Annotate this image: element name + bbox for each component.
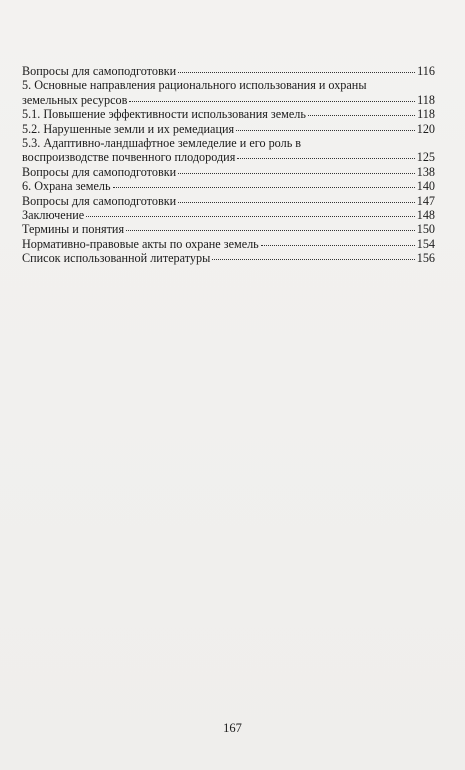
toc-leader-dots xyxy=(212,249,414,260)
toc-page-number: 116 xyxy=(417,64,435,78)
toc-entry-title: Вопросы для самоподготовки xyxy=(22,64,177,78)
page-number: 167 xyxy=(223,721,242,735)
toc-page-number: 138 xyxy=(416,164,435,179)
toc-entry-title: Нормативно-правовые акты по охране земель xyxy=(22,236,259,251)
toc-entry-title: Список использованной литературы xyxy=(22,251,211,266)
toc-page-number: 120 xyxy=(416,121,435,136)
toc-entry xyxy=(22,251,435,265)
toc-entry-title: Вопросы для самоподготовки xyxy=(22,193,177,208)
toc-entry-title: Вопросы для самоподготовки xyxy=(22,164,177,179)
toc-entry xyxy=(22,136,435,165)
toc-entry-title: 5. Основные направления рационального использования и охраны xyxy=(22,78,367,93)
toc-entry-title: Термины и понятия xyxy=(22,222,125,237)
toc-page-number: 125 xyxy=(416,150,435,165)
toc-page-number: 148 xyxy=(416,208,435,223)
toc-entry-title: 5.1. Повышение эффективности использования земель xyxy=(22,107,306,122)
toc-leader-dots xyxy=(261,235,415,246)
toc-entry xyxy=(22,122,435,136)
toc-page-number: 140 xyxy=(416,179,435,194)
toc-entry-title: земельных ресурсов xyxy=(22,92,128,107)
toc-leader-dots xyxy=(113,177,415,188)
toc-entry-title: Заключение xyxy=(22,208,85,223)
toc-entry-title: 5.3. Адаптивно-ландшафтное земледелие и его роль в xyxy=(22,136,302,151)
toc-entry xyxy=(22,64,435,78)
table-of-contents xyxy=(22,64,435,266)
toc-leader-dots xyxy=(86,206,415,217)
toc-leader-dots xyxy=(129,91,415,102)
toc-leader-dots xyxy=(308,105,415,116)
bleed-through-text xyxy=(110,272,360,360)
toc-entry-title: 5.2. Нарушенные земли и их ремедиация xyxy=(22,121,235,136)
toc-entry xyxy=(22,78,435,107)
toc-leader-dots xyxy=(178,192,415,203)
toc-leader-dots xyxy=(126,220,415,231)
toc-page-number: 154 xyxy=(416,236,435,251)
toc-leader-dots xyxy=(178,163,415,174)
toc-page-number: 118 xyxy=(417,107,435,122)
toc-leader-dots xyxy=(178,62,415,73)
toc-page-number: 156 xyxy=(416,251,435,266)
toc-page-number: 150 xyxy=(416,222,435,237)
toc-leader-dots xyxy=(237,148,414,159)
toc-entry-title: 6. Охрана земель xyxy=(22,179,111,194)
toc-leader-dots xyxy=(236,120,415,131)
toc-page-number: 147 xyxy=(416,193,435,208)
toc-page-number: 118 xyxy=(417,92,435,107)
toc-entry-title: воспроизводстве почвенного плодородия xyxy=(22,150,236,165)
